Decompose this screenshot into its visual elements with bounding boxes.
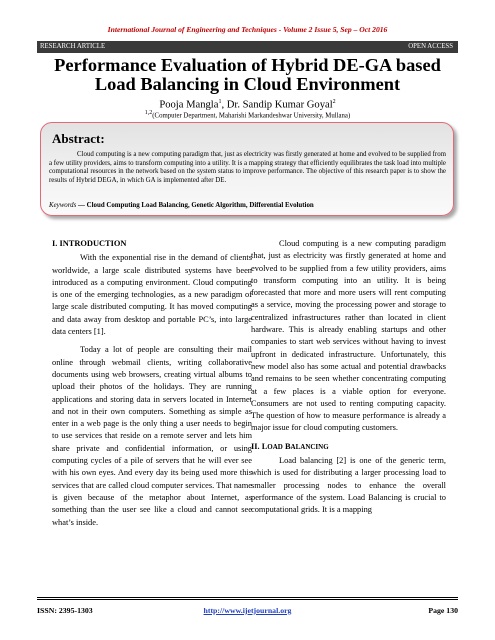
heading-part: OAD <box>267 442 283 451</box>
author-2-sup: 2 <box>332 99 336 105</box>
footer-rule-thin <box>37 599 458 600</box>
paragraph: Load balancing [2] is one of the generic term, which is used for distributing a larger processing load to smaller processing nodes to enhance the overall performance of the system. Load Balancing is crucial to computational grids. It is a mapping <box>251 456 446 515</box>
author-separator: , <box>221 99 227 111</box>
paragraph: With the exponential rise in the demand of clients worldwide, a large scale distributed systems have been introduced as a computing environment. Cloud computing is one of the emerging technologies, as a new paradigm of large scale distributed computing. It has moved computing and data away from desktop and portable PC’s, into large data centers [1]. <box>52 253 252 337</box>
section-heading-introduction: I. INTRODUCTION <box>52 239 127 248</box>
paper-title <box>37 56 458 94</box>
heading-part: II. L <box>251 441 268 451</box>
left-column <box>52 238 252 535</box>
author-2: Dr. Sandip Kumar Goyal <box>226 99 333 111</box>
heading-part: ALANCING <box>290 442 329 451</box>
paragraph: Today a lot of people are consulting their mail online through webmail clients, writing collaborative documents using web browsers, creating virtual albums to upload their photos of the holidays. They are running applications and storing data in servers located in Internet and not in their own computers. Something as simple as enter in a web page is the only thing a user needs to begin to use services that reside on a remote server and lets him share private and confidential information, or using computing cycles of a pile of servers that he will ever see with his own eyes. And every day its being used more this services that are called cloud computer services. That name is given because of the metaphor about Internet, as something than the user see like a cloud and cannot see what’s inside. <box>52 345 252 527</box>
author-1-sup: 1 <box>218 99 222 105</box>
paper-title-line-2: Load Balancing in Cloud Environment <box>94 74 401 94</box>
article-type-label: RESEARCH ARTICLE <box>40 42 106 50</box>
journal-header: International Journal of Engineering and Techniques - Volume 2 Issue 5, Sep – Oct 2016 <box>107 25 388 34</box>
page-number: Page 130 <box>428 606 458 615</box>
abstract-text: Cloud computing is a new computing paradigm that, just as electricity was firstly generated at home and evolved to be supplied from a few utility providers, aims to transform computing into a utility. It is a mapping strategy that efficiently equilibrates the task load into multiple computational resources in the network based on the system status to improve performance. The objective of this research paper is to show the results of Hybrid DEGA, in which GA is implemented after DE. <box>49 151 446 184</box>
affiliation <box>37 109 458 120</box>
keywords-text: Cloud Computing Load Balancing, Genetic Algorithm, Differential Evolution <box>86 202 314 209</box>
author-1: Pooja Mangla <box>159 99 219 111</box>
keywords <box>49 202 446 211</box>
article-type-bar <box>37 41 458 53</box>
section-heading-load-balancing <box>251 441 446 453</box>
open-access-label: OPEN ACCESS <box>408 42 453 50</box>
heading-part: B <box>282 441 291 451</box>
abstract-box <box>40 122 454 216</box>
affiliation-sup: 1,2 <box>144 110 153 116</box>
keywords-label: Keywords <box>49 202 77 209</box>
right-column <box>251 238 446 523</box>
affiliation-text: (Computer Department, Maharishi Markandeshwar University, Mullana) <box>152 112 351 120</box>
journal-link[interactable]: http://www.ijetjournal.org <box>203 606 292 615</box>
paper-title-line-1: Performance Evaluation of Hybrid DE-GA based <box>54 55 441 75</box>
issn: ISSN: 2395-1303 <box>37 606 93 615</box>
keywords-separator: — <box>76 202 87 209</box>
footer-rule <box>37 597 458 598</box>
abstract-heading: Abstract: <box>52 131 105 146</box>
paragraph: Cloud computing is a new computing paradigm that, just as electricity was firstly generated at home and evolved to be supplied from a few utility providers, aims to transform computing into an utility. It is being forecasted that more and more users will rent computing as a service, moving the processing power and storage to centralized infrastructures rather than located in client hardware. This is already enabling startups and other companies to start web services without having to invest upfront in dedicated infrastructure. Unfortunately, this new model also has some actual and potential drawbacks and remains to be seen whether concentrating computing at a few places is a viable option for everyone. Consumers are not used to renting computing capacity. The question of how to measure performance is already a major issue for cloud computing customers. <box>251 239 446 433</box>
footer <box>37 606 458 618</box>
